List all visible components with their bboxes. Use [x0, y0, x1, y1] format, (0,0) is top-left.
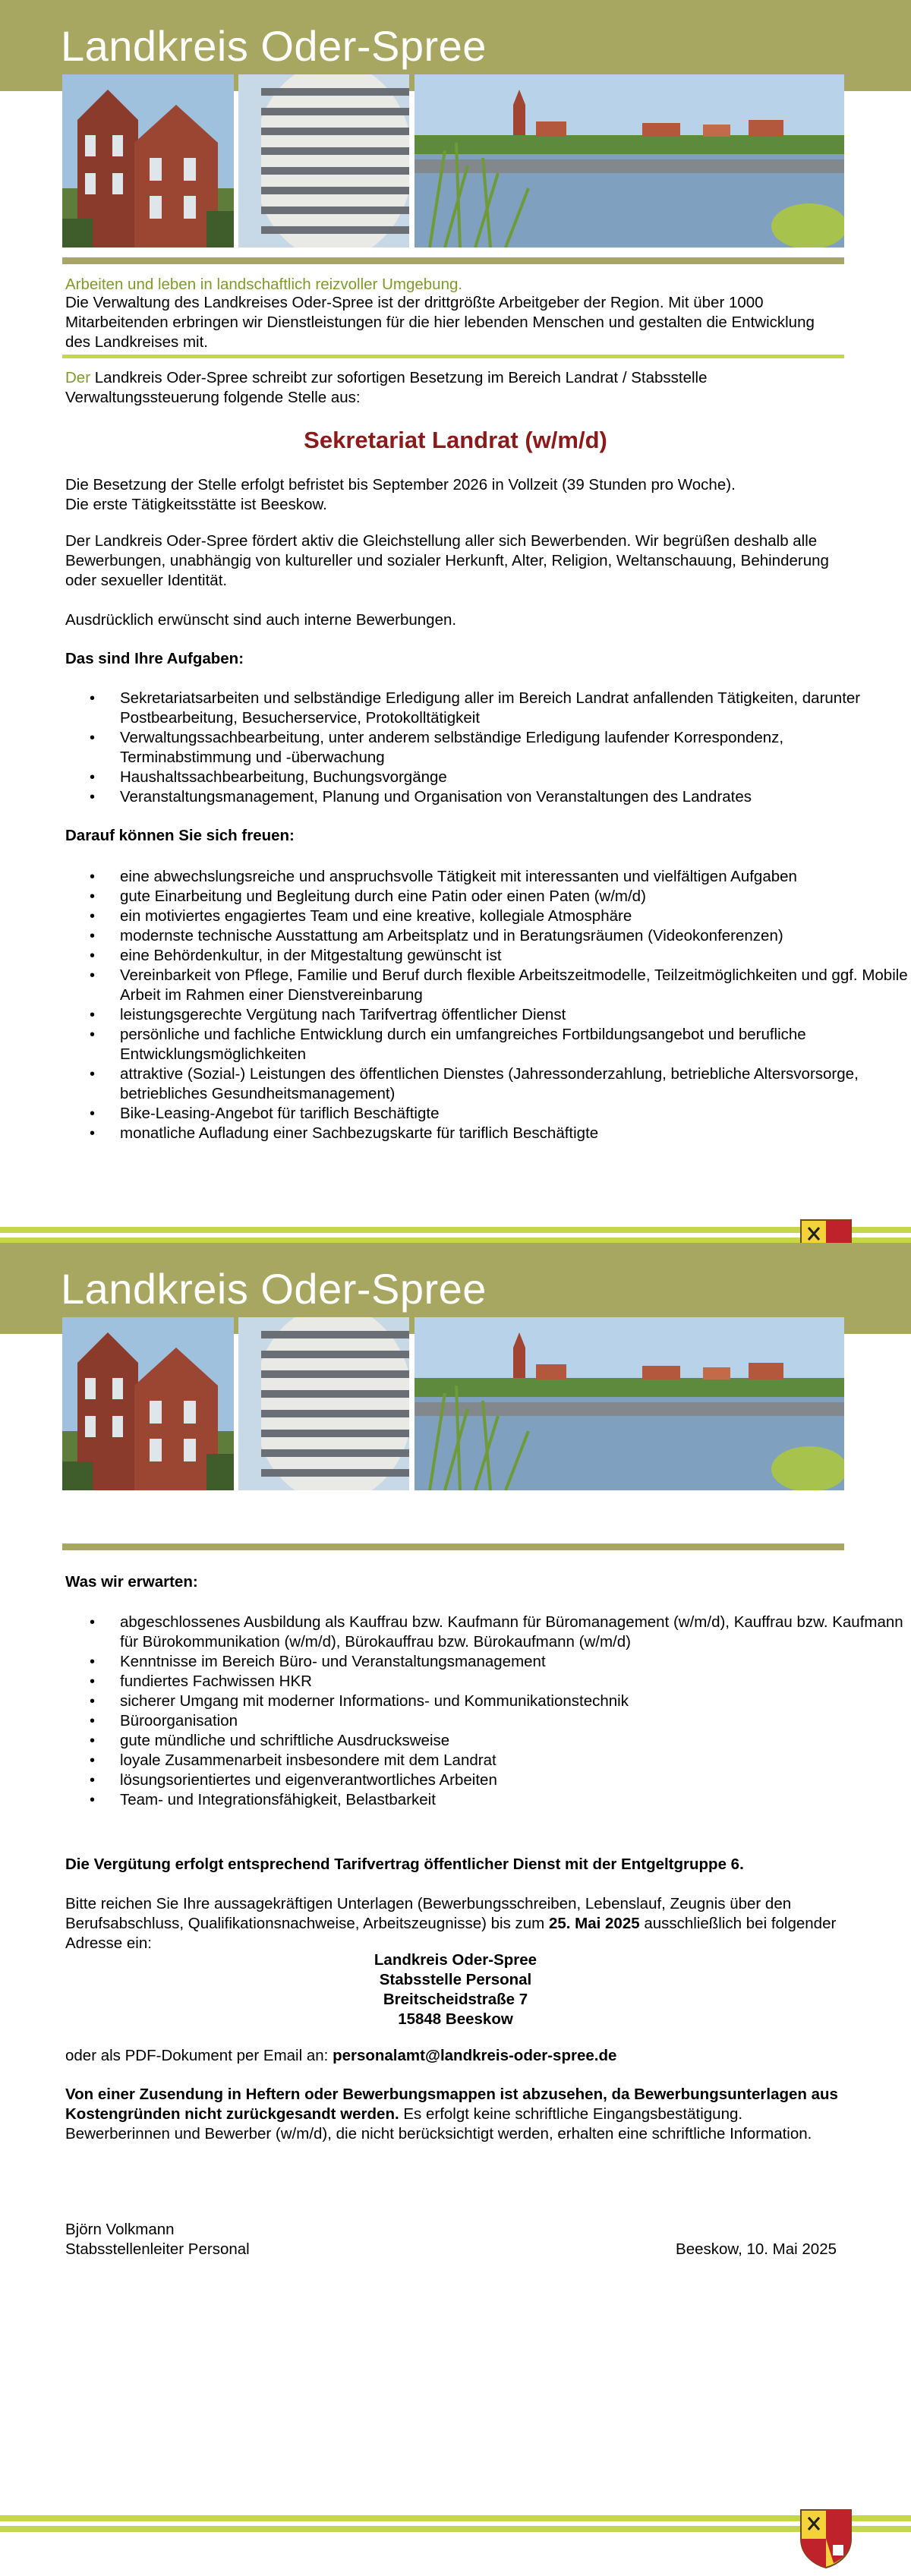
- offers-list: [65, 867, 909, 1143]
- pay-note: Die Vergütung erfolgt entsprechend Tarifvertrag öffentlicher Dienst mit der Entgeltgruppe 6.: [65, 1856, 744, 1873]
- list-item: • gute mündliche und schriftliche Ausdrucksweise: [120, 1731, 909, 1751]
- submission-notice: Von einer Zusendung in Heftern oder Bewerbungsmappen ist abzusehen, da Bewerbungsunterlagen aus Kostengründen nicht zurückgesandt werden. Es erfolgt keine schriftliche Eingangsbestätigung. Bewerberinnen und Bewerber (w/m/d), die nicht berücksichtigt werden, erhalten eine schriftliche Information.: [65, 2086, 838, 2142]
- intro-divider: [62, 355, 844, 358]
- header-photos: [62, 1317, 844, 1490]
- offers-heading: Darauf können Sie sich freuen:: [65, 827, 295, 844]
- photo-lake-village: [415, 1317, 844, 1490]
- place-date: Beeskow, 10. Mai 2025: [676, 2240, 837, 2258]
- page-2: [0, 1243, 911, 2576]
- terms: [65, 475, 840, 515]
- list-item: • Sekretariatsarbeiten und selbständige Erledigung aller im Bereich Landrat anfallenden Tätigkeiten, darunter Postbearbeitung, Besucherservice, Protokolltätigkeit: [120, 689, 909, 728]
- photo-brick-building: [62, 74, 234, 248]
- header-title: Landkreis Oder-Spree: [61, 1265, 487, 1313]
- list-item: • Vereinbarkeit von Pflege, Familie und Beruf durch flexible Arbeitszeitmodelle, Teilzeitmöglichkeiten und ggf. Mobile Arbeit im Rahmen einer Dienstvereinbarung: [120, 966, 909, 1005]
- list-item: • lösungsorientiertes und eigenverantwortliches Arbeiten: [120, 1770, 909, 1790]
- signature: [65, 2220, 250, 2259]
- intro-text: Die Verwaltung des Landkreises Oder-Spree ist der drittgrößte Arbeitgeber der Region. Mit über 1000 Mitarbeitenden erbringen wir Dienstleistungen für die hier lebenden Menschen und gestalten die Entwicklung des Landkreises mit.: [65, 294, 815, 351]
- expect-list: [65, 1613, 909, 1810]
- application-deadline: 25. Mai 2025: [548, 1915, 640, 1932]
- list-item: • monatliche Aufladung einer Sachbezugskarte für tariflich Beschäftigte: [120, 1124, 909, 1143]
- header-title: Landkreis Oder-Spree: [61, 22, 487, 70]
- header-photos: [62, 74, 844, 248]
- photo-lake-village: [415, 74, 844, 248]
- address-line: Landkreis Oder-Spree: [374, 1951, 537, 1969]
- list-item: • Team- und Integrationsfähigkeit, Belastbarkeit: [120, 1790, 909, 1810]
- announcement-text: Landkreis Oder-Spree schreibt zur sofortigen Besetzung im Bereich Landrat / Stabsstelle Verwaltungssteuerung folgende Stelle aus:: [65, 369, 708, 406]
- list-item: • Verwaltungssachbearbeitung, unter anderem selbständige Erledigung laufender Korrespondenz, Terminabstimmung und -überwachung: [120, 728, 909, 768]
- page-1: [0, 0, 911, 1243]
- list-item: • fundiertes Fachwissen HKR: [120, 1672, 909, 1692]
- list-item: • Haushaltssachbearbeitung, Buchungsvorgänge: [120, 768, 909, 787]
- list-item: • modernste technische Ausstattung am Arbeitsplatz und in Beratungsräumen (Videokonferenzen): [120, 926, 909, 946]
- photo-round-office-tower: [238, 1317, 409, 1490]
- list-item: • loyale Zusammenarbeit insbesondere mit dem Landrat: [120, 1751, 909, 1770]
- signer-role: Stabsstellenleiter Personal: [65, 2240, 250, 2258]
- list-item: • leistungsgerechte Vergütung nach Tarifvertrag öffentlicher Dienst: [120, 1005, 909, 1025]
- list-item: • attraktive (Sozial-) Leistungen des öffentlichen Dienstes (Jahressonderzahlung, betriebliche Altersvorsorge, betriebliches Gesundheitsmanagement): [120, 1064, 909, 1104]
- tasks-heading: Das sind Ihre Aufgaben:: [65, 650, 244, 667]
- announcement-prefix: Der: [65, 369, 91, 386]
- announcement: [65, 368, 840, 408]
- list-item: • gute Einarbeitung und Begleitung durch eine Patin oder einen Paten (w/m/d): [120, 887, 909, 906]
- application-instructions: Bitte reichen Sie Ihre aussagekräftigen Unterlagen (Bewerbungsschreiben, Lebenslauf, Zeugnis über den Berufsabschluss, Qualifikationsnachweise, Arbeitszeugnisse) bis zum 25. Mai 2025 ausschließlich bei folgender Adresse ein:: [65, 1895, 837, 1952]
- header-rule: [62, 257, 844, 264]
- terms-location: Die erste Tätigkeitsstätte ist Beeskow.: [65, 496, 327, 513]
- signer-name: Björn Volkmann: [65, 2221, 175, 2238]
- list-item: • abgeschlossenes Ausbildung als Kauffrau bzw. Kaufmann für Büromanagement (w/m/d), Kauffrau bzw. Kaufmann für Bürokommunikation (w/m/d), Bürokauffrau bzw. Bürokaufmann (w/m/d): [120, 1613, 909, 1652]
- tasks-list: [65, 689, 909, 807]
- list-item: • sicherer Umgang mit moderner Informations- und Kommunikationstechnik: [120, 1692, 909, 1711]
- terms-duration: Die Besetzung der Stelle erfolgt befristet bis September 2026 in Vollzeit (39 Stunden pro Woche).: [65, 476, 736, 493]
- email-line: oder als PDF-Dokument per Email an: personalamt@landkreis-oder-spree.de: [65, 2047, 617, 2064]
- list-item: • eine abwechslungsreiche und anspruchsvolle Tätigkeit mit interessanten und vielfältigen Aufgaben: [120, 867, 909, 887]
- list-item: • Bike-Leasing-Angebot für tariflich Beschäftigte: [120, 1104, 909, 1124]
- header-rule: [62, 1543, 844, 1550]
- list-item: • Kenntnisse im Bereich Büro- und Veranstaltungsmanagement: [120, 1652, 909, 1672]
- equality-statement: Der Landkreis Oder-Spree fördert aktiv die Gleichstellung aller sich Bewerbenden. Wir begrüßen deshalb alle Bewerbungen, unabhängig von kultureller und sozialer Herkunft, Alter, Religion, Weltanschauung, Behinderung oder sexueller Identität.: [65, 532, 829, 589]
- email-link[interactable]: personalamt@landkreis-oder-spree.de: [333, 2047, 617, 2064]
- postal-address: [0, 1950, 911, 2029]
- job-title: Sekretariat Landrat (w/m/d): [304, 427, 607, 453]
- internal-note: Ausdrücklich erwünscht sind auch interne Bewerbungen.: [65, 611, 457, 629]
- coat-of-arms-icon: [799, 2508, 853, 2569]
- list-item: • persönliche und fachliche Entwicklung durch ein umfangreiches Fortbildungsangebot und berufliche Entwicklungsmöglichkeiten: [120, 1025, 909, 1064]
- list-item: • Büroorganisation: [120, 1711, 909, 1731]
- expect-heading: Was wir erwarten:: [65, 1573, 198, 1591]
- photo-round-office-tower: [238, 74, 409, 248]
- address-line: Breitscheidstraße 7: [383, 1991, 528, 2008]
- list-item: • eine Behördenkultur, in der Mitgestaltung gewünscht ist: [120, 946, 909, 966]
- lead-text: Arbeiten und leben in landschaftlich reizvoller Umgebung.: [65, 276, 463, 293]
- address-line: Stabsstelle Personal: [379, 1971, 532, 1988]
- photo-brick-building: [62, 1317, 234, 1490]
- list-item: • ein motiviertes engagiertes Team und eine kreative, kollegiale Atmosphäre: [120, 906, 909, 926]
- list-item: • Veranstaltungsmanagement, Planung und Organisation von Veranstaltungen des Landrates: [120, 787, 909, 807]
- address-line: 15848 Beeskow: [398, 2010, 513, 2028]
